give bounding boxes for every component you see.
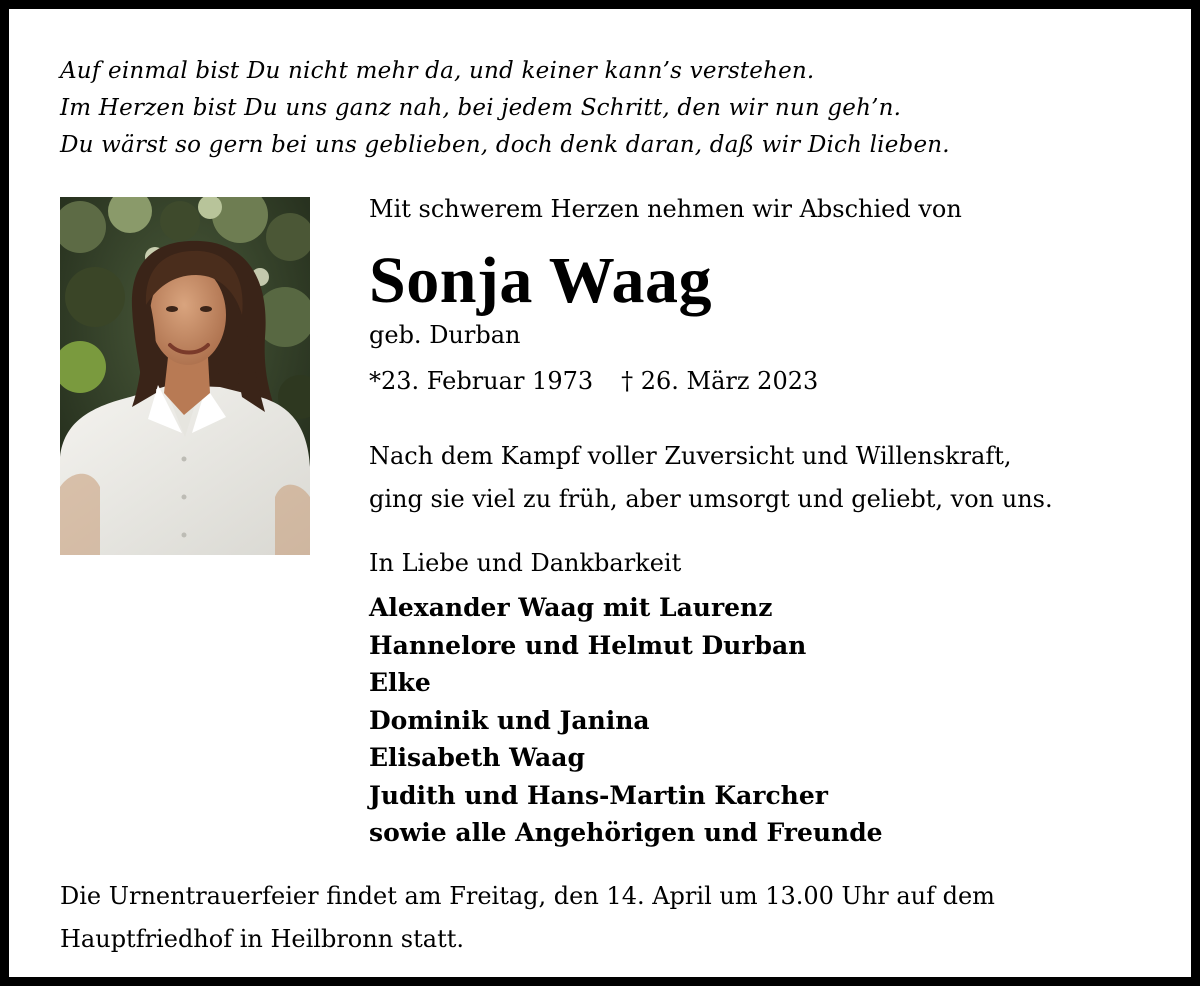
funeral-service-info — [60, 875, 995, 961]
deceased-name: Sonja Waag — [369, 244, 713, 317]
life-dates — [369, 367, 818, 395]
maiden-name: geb. Durban — [369, 321, 521, 349]
mourner-name: Judith und Hans-Martin Karcher — [369, 780, 828, 810]
mourner-name: Hannelore und Helmut Durban — [369, 630, 807, 660]
mourner-name: Elisabeth Waag — [369, 743, 585, 772]
mourner-name: sowie alle Angehörigen und Freunde — [369, 818, 883, 847]
poem-line: Auf einmal bist Du nicht mehr da, und keiner kann’s verstehen. — [60, 58, 815, 84]
mourners-heading: In Liebe und Dankbarkeit — [369, 549, 682, 577]
poem-line: Du wärst so gern bei uns geblieben, doch denk daran, daß wir Dich lieben. — [60, 132, 950, 158]
service-line: Hauptfriedhof in Heilbronn statt. — [60, 925, 464, 953]
mourners-list — [369, 589, 883, 852]
death-date: † 26. März 2023 — [621, 367, 819, 395]
mourner-name: Dominik und Janina — [369, 705, 650, 735]
mourner-name: Alexander Waag mit Laurenz — [369, 593, 773, 622]
tribute-line: ging sie viel zu früh, aber umsorgt und geliebt, von uns. — [369, 485, 1053, 513]
service-line: Die Urnentrauerfeier findet am Freitag, den 14. April um 13.00 Uhr auf dem — [60, 882, 995, 910]
birth-date: *23. Februar 1973 — [369, 367, 594, 395]
mourner-name: Elke — [369, 668, 431, 697]
poem-line: Im Herzen bist Du uns ganz nah, bei jedem Schritt, den wir nun geh’n. — [60, 95, 902, 121]
poem — [60, 53, 1180, 164]
tribute-text — [369, 435, 1053, 521]
farewell-intro: Mit schwerem Herzen nehmen wir Abschied von — [369, 195, 962, 223]
portrait-photo — [60, 197, 310, 555]
tribute-line: Nach dem Kampf voller Zuversicht und Willenskraft, — [369, 442, 1012, 470]
